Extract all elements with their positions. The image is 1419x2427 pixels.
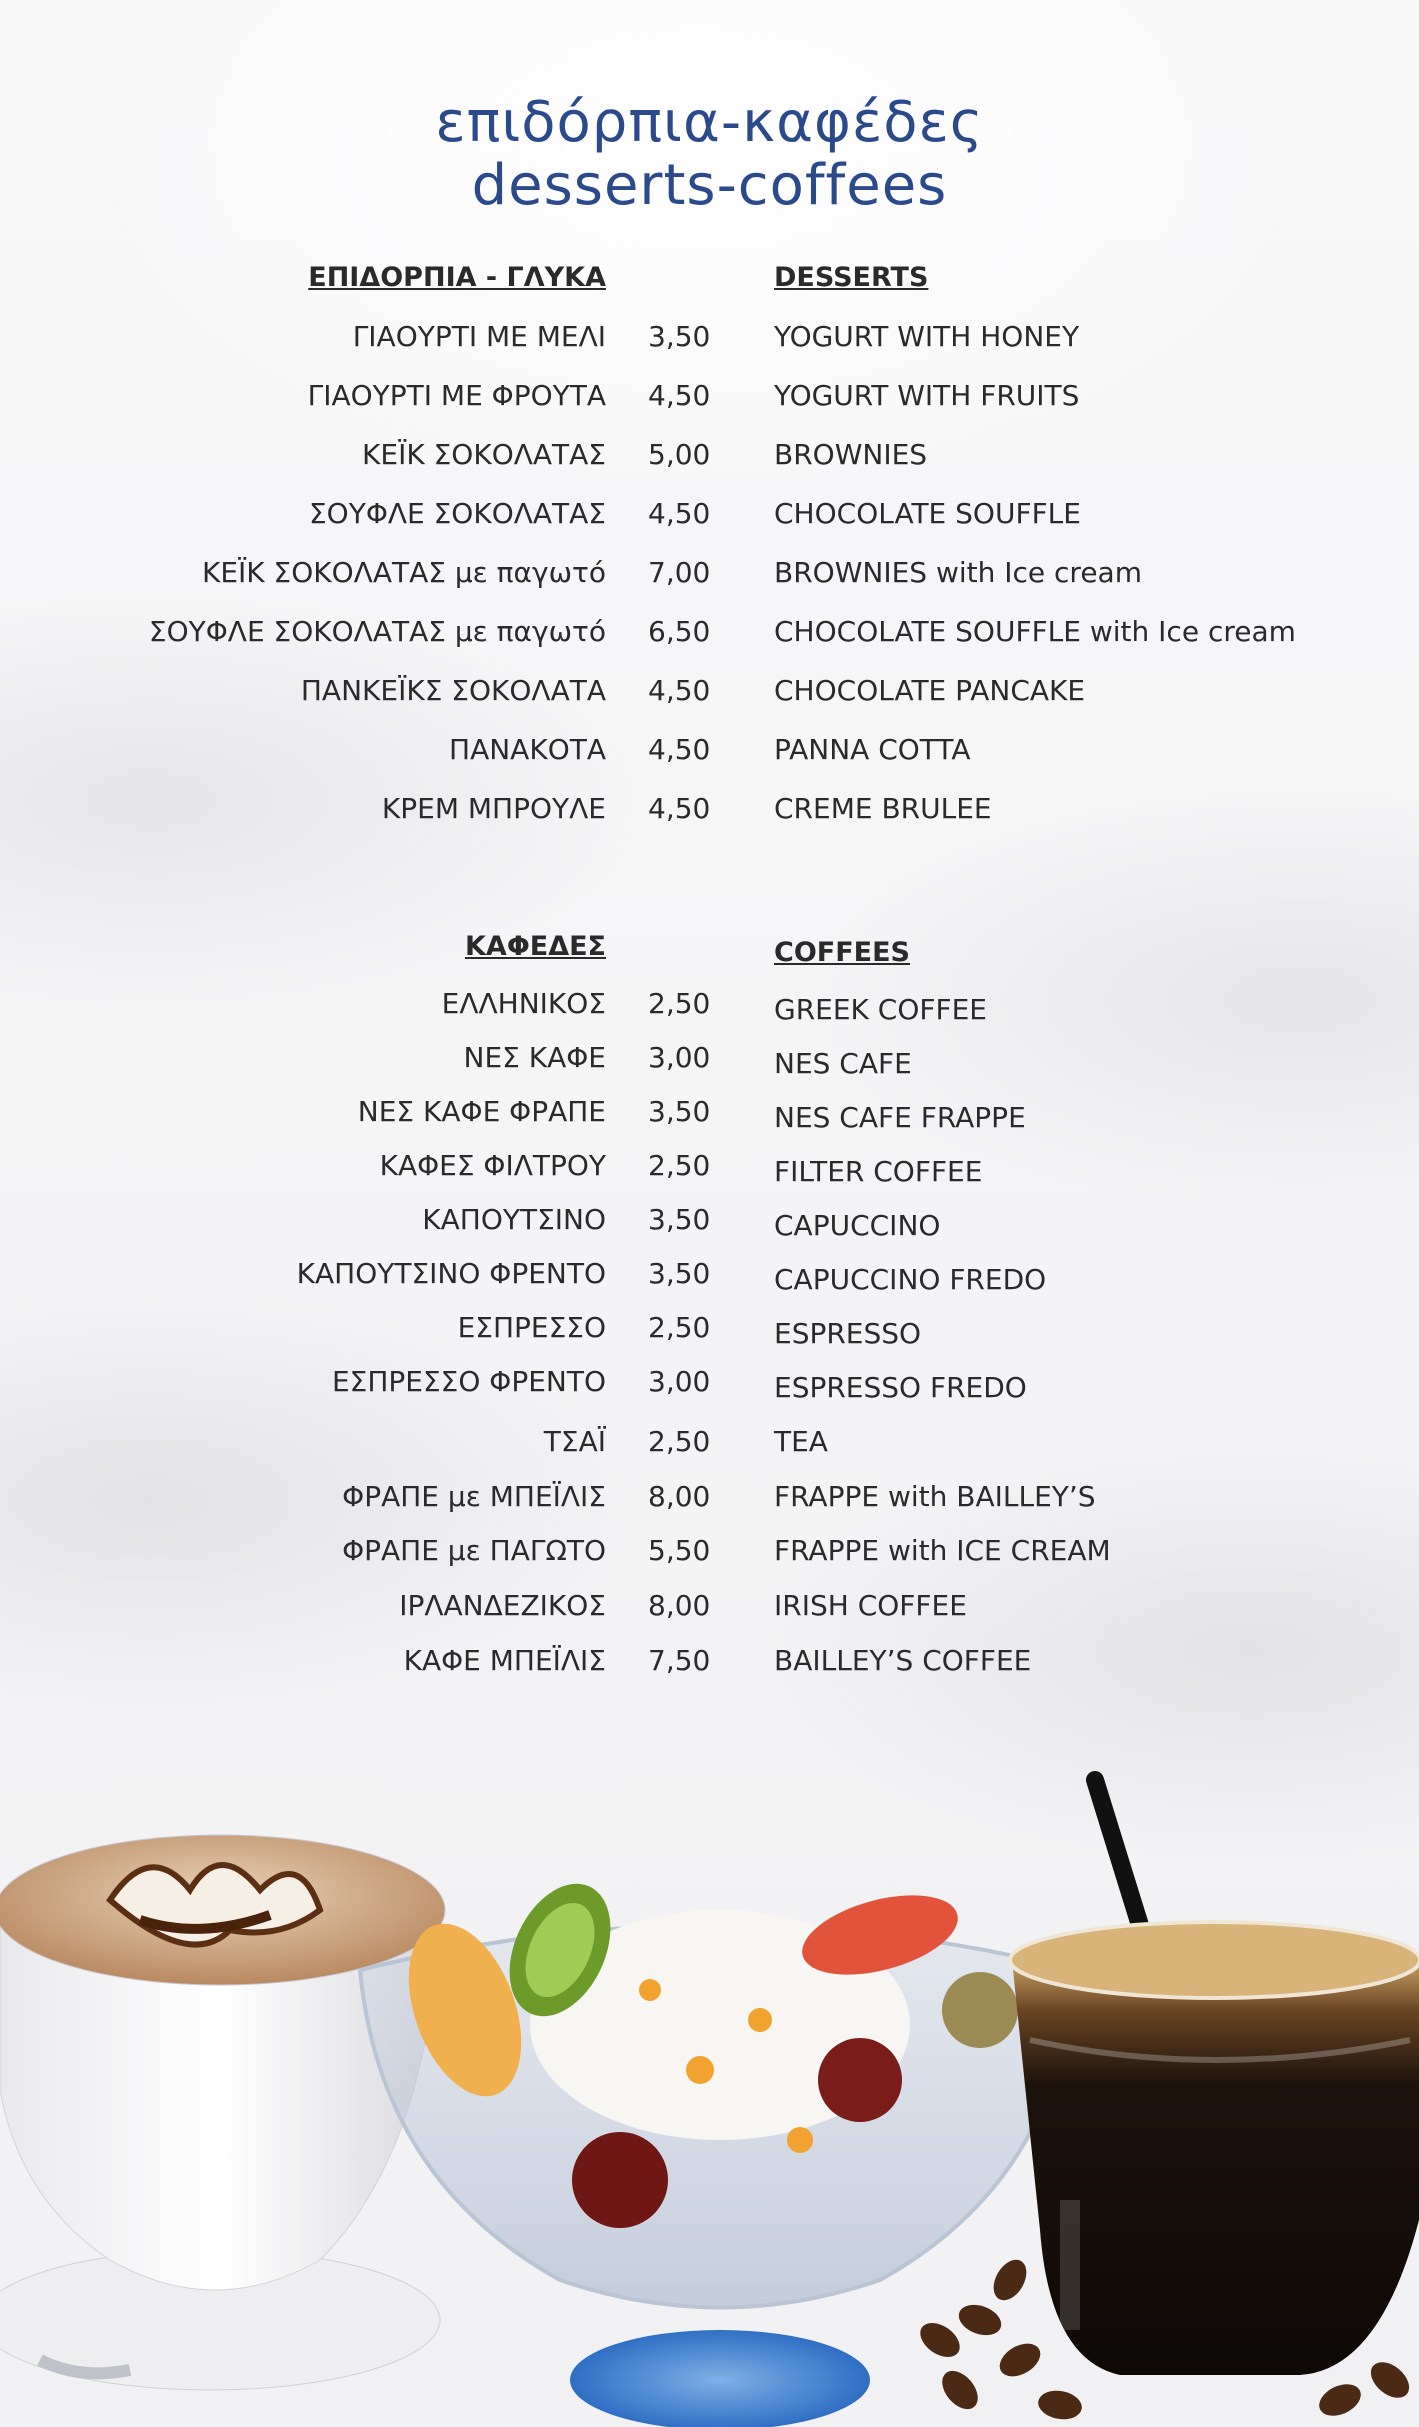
item-price: 2,50	[648, 1149, 711, 1182]
item-price: 2,50	[648, 987, 711, 1020]
menu-item-row	[0, 1529, 1419, 1573]
item-price: 4,50	[648, 792, 711, 825]
item-name-english: ESPRESSO	[774, 1317, 922, 1350]
food-photos	[0, 1760, 1419, 2427]
item-name-greek: ΚΑΠΟΥΤΣΙΝΟ	[422, 1203, 606, 1236]
item-name-greek: ΕΣΠΡΕΣΣΟ	[457, 1311, 606, 1344]
item-name-english: FRAPPE with ICE CREAM	[774, 1534, 1111, 1567]
menu-item-row	[0, 315, 1419, 359]
desserts-header-greek: ΕΠΙΔΟΡΠΙΑ - ΓΛΥΚΑ	[308, 262, 606, 293]
item-name-english: NES CAFE FRAPPE	[774, 1101, 1026, 1134]
item-name-greek: ΚΑΠΟΥΤΣΙΝΟ ΦΡΕΝΤΟ	[296, 1257, 606, 1290]
item-name-english: CHOCOLATE SOUFFLE with Ice cream	[774, 615, 1296, 648]
item-name-english: TEA	[774, 1425, 828, 1458]
desserts-header-row	[0, 256, 1419, 300]
item-name-greek: ΠΑΝΚΕΪΚΣ ΣΟΚΟΛΑΤΑ	[300, 674, 606, 707]
item-name-english: IRISH COFFEE	[774, 1589, 967, 1622]
menu-item-row	[0, 728, 1419, 772]
item-name-english: NES CAFE	[774, 1047, 912, 1080]
item-price: 6,50	[648, 615, 711, 648]
item-name-english: ESPRESSO FREDO	[774, 1371, 1027, 1404]
item-price: 4,50	[648, 733, 711, 766]
item-price: 3,50	[648, 1257, 711, 1290]
item-name-english: BROWNIES	[774, 438, 928, 471]
item-name-greek: ΓΙΑΟΥΡΤΙ ΜΕ ΜΕΛΙ	[352, 320, 606, 353]
item-price: 4,50	[648, 674, 711, 707]
item-name-english: BROWNIES with Ice cream	[774, 556, 1142, 589]
menu-item-row	[0, 669, 1419, 713]
menu-item-row	[0, 1420, 1419, 1464]
item-name-greek: ΣΟΥΦΛΕ ΣΟΚΟΛΑΤΑΣ	[308, 497, 606, 530]
item-name-greek: ΓΙΑΟΥΡΤΙ ΜΕ ΦΡΟΥΤΑ	[307, 379, 606, 412]
desserts-header-english: DESSERTS	[774, 262, 929, 293]
menu-item-row	[0, 1475, 1419, 1519]
item-name-greek: ΕΛΛΗΝΙΚΟΣ	[441, 987, 606, 1020]
menu-item-row	[0, 1639, 1419, 1683]
item-price: 8,00	[648, 1480, 711, 1513]
item-name-greek: ΝΕΣ ΚΑΦΕ ΦΡΑΠΕ	[357, 1095, 606, 1128]
item-price: 3,50	[648, 320, 711, 353]
item-name-greek: ΚΕΪΚ ΣΟΚΟΛΑΤΑΣ	[362, 438, 606, 471]
item-name-english: PANNA COTTA	[774, 733, 971, 766]
menu-item-row	[0, 1198, 1419, 1242]
item-name-greek: ΤΣΑΪ	[543, 1425, 606, 1458]
cappuccino-cup-icon	[0, 1835, 445, 2390]
item-name-english: CHOCOLATE PANCAKE	[774, 674, 1086, 707]
item-name-english: CREME BRULEE	[774, 792, 992, 825]
item-price: 7,00	[648, 556, 711, 589]
menu-item-row	[0, 1036, 1419, 1080]
iced-coffee-glass-icon	[1010, 1780, 1419, 2375]
item-name-greek: ΦΡΑΠΕ με ΠΑΓΩΤΟ	[342, 1534, 606, 1567]
coffees-header-english: COFFEES	[774, 937, 910, 968]
menu-item-row	[0, 610, 1419, 654]
item-name-english: CAPUCCINO FREDO	[774, 1263, 1047, 1296]
item-price: 2,50	[648, 1425, 711, 1458]
item-price: 3,00	[648, 1041, 711, 1074]
yogurt-fruit-bowl-icon	[360, 1868, 1075, 2427]
item-price: 4,50	[648, 379, 711, 412]
menu-item-row	[0, 1144, 1419, 1188]
item-name-greek: ΕΣΠΡΕΣΣΟ ΦΡΕΝΤΟ	[331, 1365, 606, 1398]
item-name-greek: ΦΡΑΠΕ με ΜΠΕΪΛΙΣ	[342, 1480, 606, 1513]
menu-item-row	[0, 374, 1419, 418]
menu-item-row	[0, 1360, 1419, 1404]
item-name-greek: ΚΕΪΚ ΣΟΚΟΛΑΤΑΣ με παγωτό	[201, 556, 606, 589]
menu-item-row	[0, 787, 1419, 831]
menu-item-row	[0, 1252, 1419, 1296]
item-name-greek: ΚΡΕΜ ΜΠΡΟΥΛΕ	[381, 792, 606, 825]
item-name-english: FILTER COFFEE	[774, 1155, 983, 1188]
item-name-english: BAILLEY’S COFFEE	[774, 1644, 1032, 1677]
coffees-header-row-english	[0, 931, 1419, 975]
item-name-english: GREEK COFFEE	[774, 993, 987, 1026]
item-price: 3,50	[648, 1203, 711, 1236]
menu-item-row	[0, 492, 1419, 536]
item-price: 5,50	[648, 1534, 711, 1567]
item-price: 4,50	[648, 497, 711, 530]
item-name-greek: ΣΟΥΦΛΕ ΣΟΚΟΛΑΤΑΣ με παγωτό	[148, 615, 606, 648]
item-name-greek: ΝΕΣ ΚΑΦΕ	[463, 1041, 606, 1074]
item-name-greek: ΙΡΛΑΝΔΕΖΙΚΟΣ	[399, 1589, 606, 1622]
item-name-english: YOGURT WITH HONEY	[774, 320, 1080, 353]
menu-item-row	[0, 1306, 1419, 1350]
item-name-greek: ΠΑΝΑΚΟΤΑ	[449, 733, 606, 766]
page-title-greek: επιδόρπια-καφέδες	[435, 90, 984, 155]
menu-item-row	[0, 433, 1419, 477]
page-title-english: desserts-coffees	[471, 153, 948, 218]
item-name-english: CAPUCCINO	[774, 1209, 941, 1242]
item-name-english: YOGURT WITH FRUITS	[774, 379, 1080, 412]
item-name-english: FRAPPE with BAILLEY’S	[774, 1480, 1096, 1513]
menu-item-row	[0, 1584, 1419, 1628]
item-price: 5,00	[648, 438, 711, 471]
item-name-english: CHOCOLATE SOUFFLE	[774, 497, 1081, 530]
item-price: 8,00	[648, 1589, 711, 1622]
item-name-greek: ΚΑΦΕΣ ΦΙΛΤΡΟΥ	[379, 1149, 606, 1182]
menu-item-row	[0, 982, 1419, 1026]
menu-item-row	[0, 1090, 1419, 1134]
item-price: 3,50	[648, 1095, 711, 1128]
item-price: 3,00	[648, 1365, 711, 1398]
coffees-header-greek: ΚΑΦΕΔΕΣ	[465, 931, 606, 962]
item-price: 7,50	[648, 1644, 711, 1677]
item-price: 2,50	[648, 1311, 711, 1344]
menu-item-row	[0, 551, 1419, 595]
item-name-greek: ΚΑΦΕ ΜΠΕΪΛΙΣ	[403, 1644, 606, 1677]
